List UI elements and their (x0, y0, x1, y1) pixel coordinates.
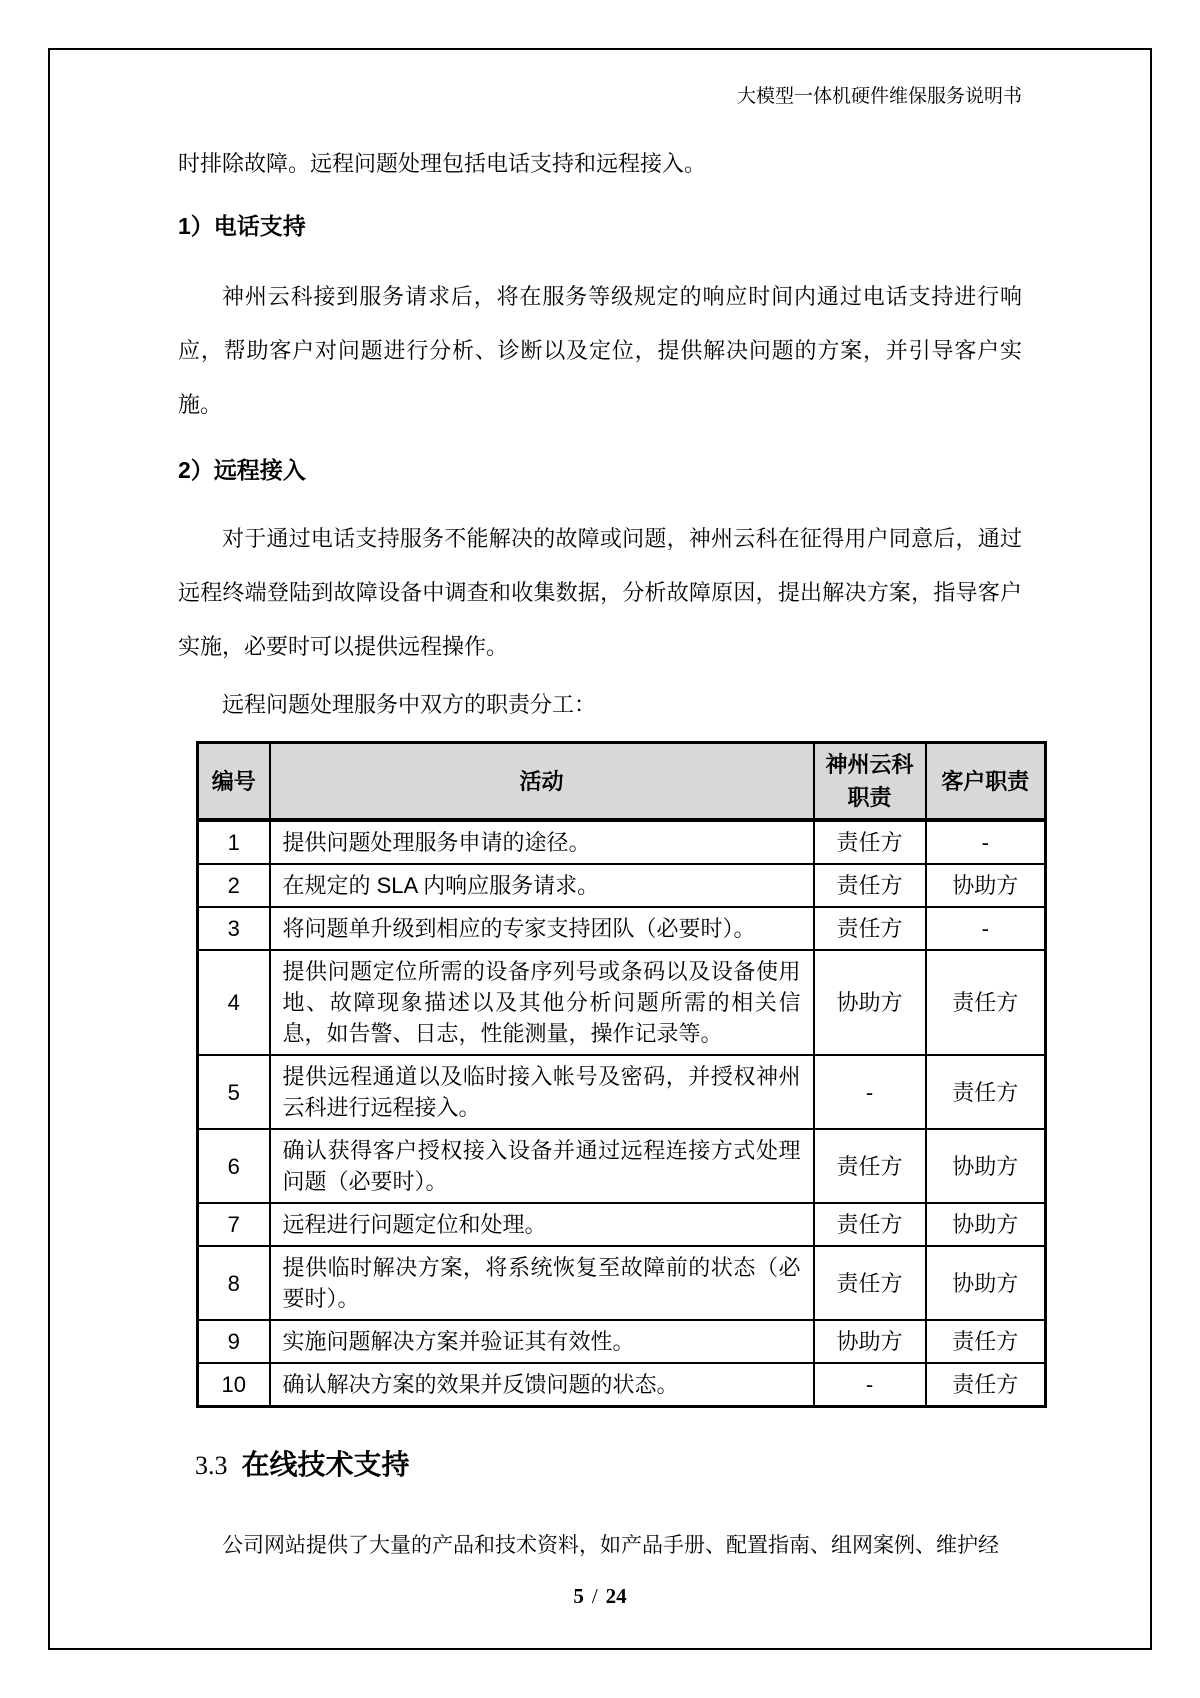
column-header-id: 编号 (198, 743, 270, 821)
cell-vendor-responsibility: - (814, 1055, 926, 1129)
cell-customer-responsibility: - (926, 820, 1046, 864)
cell-customer-responsibility: 协助方 (926, 1203, 1046, 1246)
column-header-customer-responsibility: 客户职责 (926, 743, 1046, 821)
page-number-total: 24 (605, 1584, 627, 1608)
table-row (198, 1203, 1046, 1246)
cell-customer-responsibility: 责任方 (926, 1055, 1046, 1129)
cell-vendor-responsibility: 责任方 (814, 907, 926, 950)
cell-vendor-responsibility: 责任方 (814, 820, 926, 864)
table-caption: 远程问题处理服务中双方的职责分工： (222, 692, 597, 717)
closing-paragraph: 公司网站提供了大量的产品和技术资料，如产品手册、配置指南、组网案例、维护经 (222, 1534, 999, 1557)
table-row (198, 1246, 1046, 1320)
cell-vendor-responsibility: 责任方 (814, 1246, 926, 1320)
cell-customer-responsibility: 责任方 (926, 1320, 1046, 1363)
intro-paragraph: 时排除故障。远程问题处理包括电话支持和远程接入。 (178, 151, 707, 176)
cell-vendor-responsibility: - (814, 1363, 926, 1407)
section-title: 在线技术支持 (241, 1449, 410, 1480)
document-header-title: 大模型一体机硬件维保服务说明书 (736, 86, 1022, 107)
cell-activity: 将问题单升级到相应的专家支持团队（必要时）。 (270, 907, 814, 950)
cell-id: 8 (198, 1246, 270, 1320)
cell-vendor-responsibility: 协助方 (814, 1320, 926, 1363)
cell-activity: 提供临时解决方案，将系统恢复至故障前的状态（必要时）。 (270, 1246, 814, 1320)
subsection-1-heading: 1）电话支持 (178, 213, 306, 239)
cell-id: 4 (198, 950, 270, 1055)
table-row (198, 1055, 1046, 1129)
column-header-activity: 活动 (270, 743, 814, 821)
subsection-2-paragraph: 对于通过电话支持服务不能解决的故障或问题，神州云科在征得用户同意后，通过远程终端登陆到故障设备中调查和收集数据，分析故障原因，提出解决方案，指导客户实施，必要时可以提供远程操作。 (178, 526, 1022, 659)
cell-customer-responsibility: 责任方 (926, 950, 1046, 1055)
subsection-2-heading: 2）远程接入 (178, 457, 306, 483)
cell-id: 1 (198, 820, 270, 864)
cell-activity: 确认获得客户授权接入设备并通过远程连接方式处理问题（必要时）。 (270, 1129, 814, 1203)
cell-id: 6 (198, 1129, 270, 1203)
table-row (198, 864, 1046, 907)
table-row (198, 950, 1046, 1055)
cell-customer-responsibility: 责任方 (926, 1363, 1046, 1407)
table-row (198, 907, 1046, 950)
table-row (198, 1129, 1046, 1203)
cell-id: 9 (198, 1320, 270, 1363)
cell-vendor-responsibility: 责任方 (814, 1203, 926, 1246)
cell-id: 3 (198, 907, 270, 950)
cell-id: 2 (198, 864, 270, 907)
cell-activity: 实施问题解决方案并验证其有效性。 (270, 1320, 814, 1363)
cell-customer-responsibility: 协助方 (926, 1246, 1046, 1320)
cell-activity: 提供问题处理服务申请的途径。 (270, 820, 814, 864)
cell-id: 7 (198, 1203, 270, 1246)
cell-activity: 在规定的 SLA 内响应服务请求。 (270, 864, 814, 907)
cell-vendor-responsibility: 协助方 (814, 950, 926, 1055)
column-header-vendor-responsibility: 神州云科职责 (814, 743, 926, 821)
table-row (198, 1363, 1046, 1407)
cell-activity: 提供远程通道以及临时接入帐号及密码，并授权神州云科进行远程接入。 (270, 1055, 814, 1129)
page-number-separator: / (591, 1584, 598, 1608)
cell-customer-responsibility: 协助方 (926, 1129, 1046, 1203)
cell-customer-responsibility: - (926, 907, 1046, 950)
cell-customer-responsibility: 协助方 (926, 864, 1046, 907)
table-row (198, 820, 1046, 864)
cell-id: 10 (198, 1363, 270, 1407)
table-row (198, 1320, 1046, 1363)
cell-vendor-responsibility: 责任方 (814, 864, 926, 907)
page-footer (0, 1580, 1200, 1612)
subsection-1-paragraph: 神州云科接到服务请求后，将在服务等级规定的响应时间内通过电话支持进行响应，帮助客户对问题进行分析、诊断以及定位，提供解决问题的方案，并引导客户实施。 (178, 284, 1022, 417)
cell-activity: 确认解决方案的效果并反馈问题的状态。 (270, 1363, 814, 1407)
cell-id: 5 (198, 1055, 270, 1129)
table-header-row (198, 743, 1046, 821)
cell-vendor-responsibility: 责任方 (814, 1129, 926, 1203)
responsibility-table (196, 741, 1047, 1408)
cell-activity: 提供问题定位所需的设备序列号或条码以及设备使用地、故障现象描述以及其他分析问题所需的相关信息，如告警、日志，性能测量，操作记录等。 (270, 950, 814, 1055)
section-3-3-heading (178, 1444, 1022, 1491)
page-number-current: 5 (573, 1584, 584, 1608)
document-body (178, 0, 1030, 1572)
cell-activity: 远程进行问题定位和处理。 (270, 1203, 814, 1246)
section-number: 3.3 (195, 1451, 228, 1480)
